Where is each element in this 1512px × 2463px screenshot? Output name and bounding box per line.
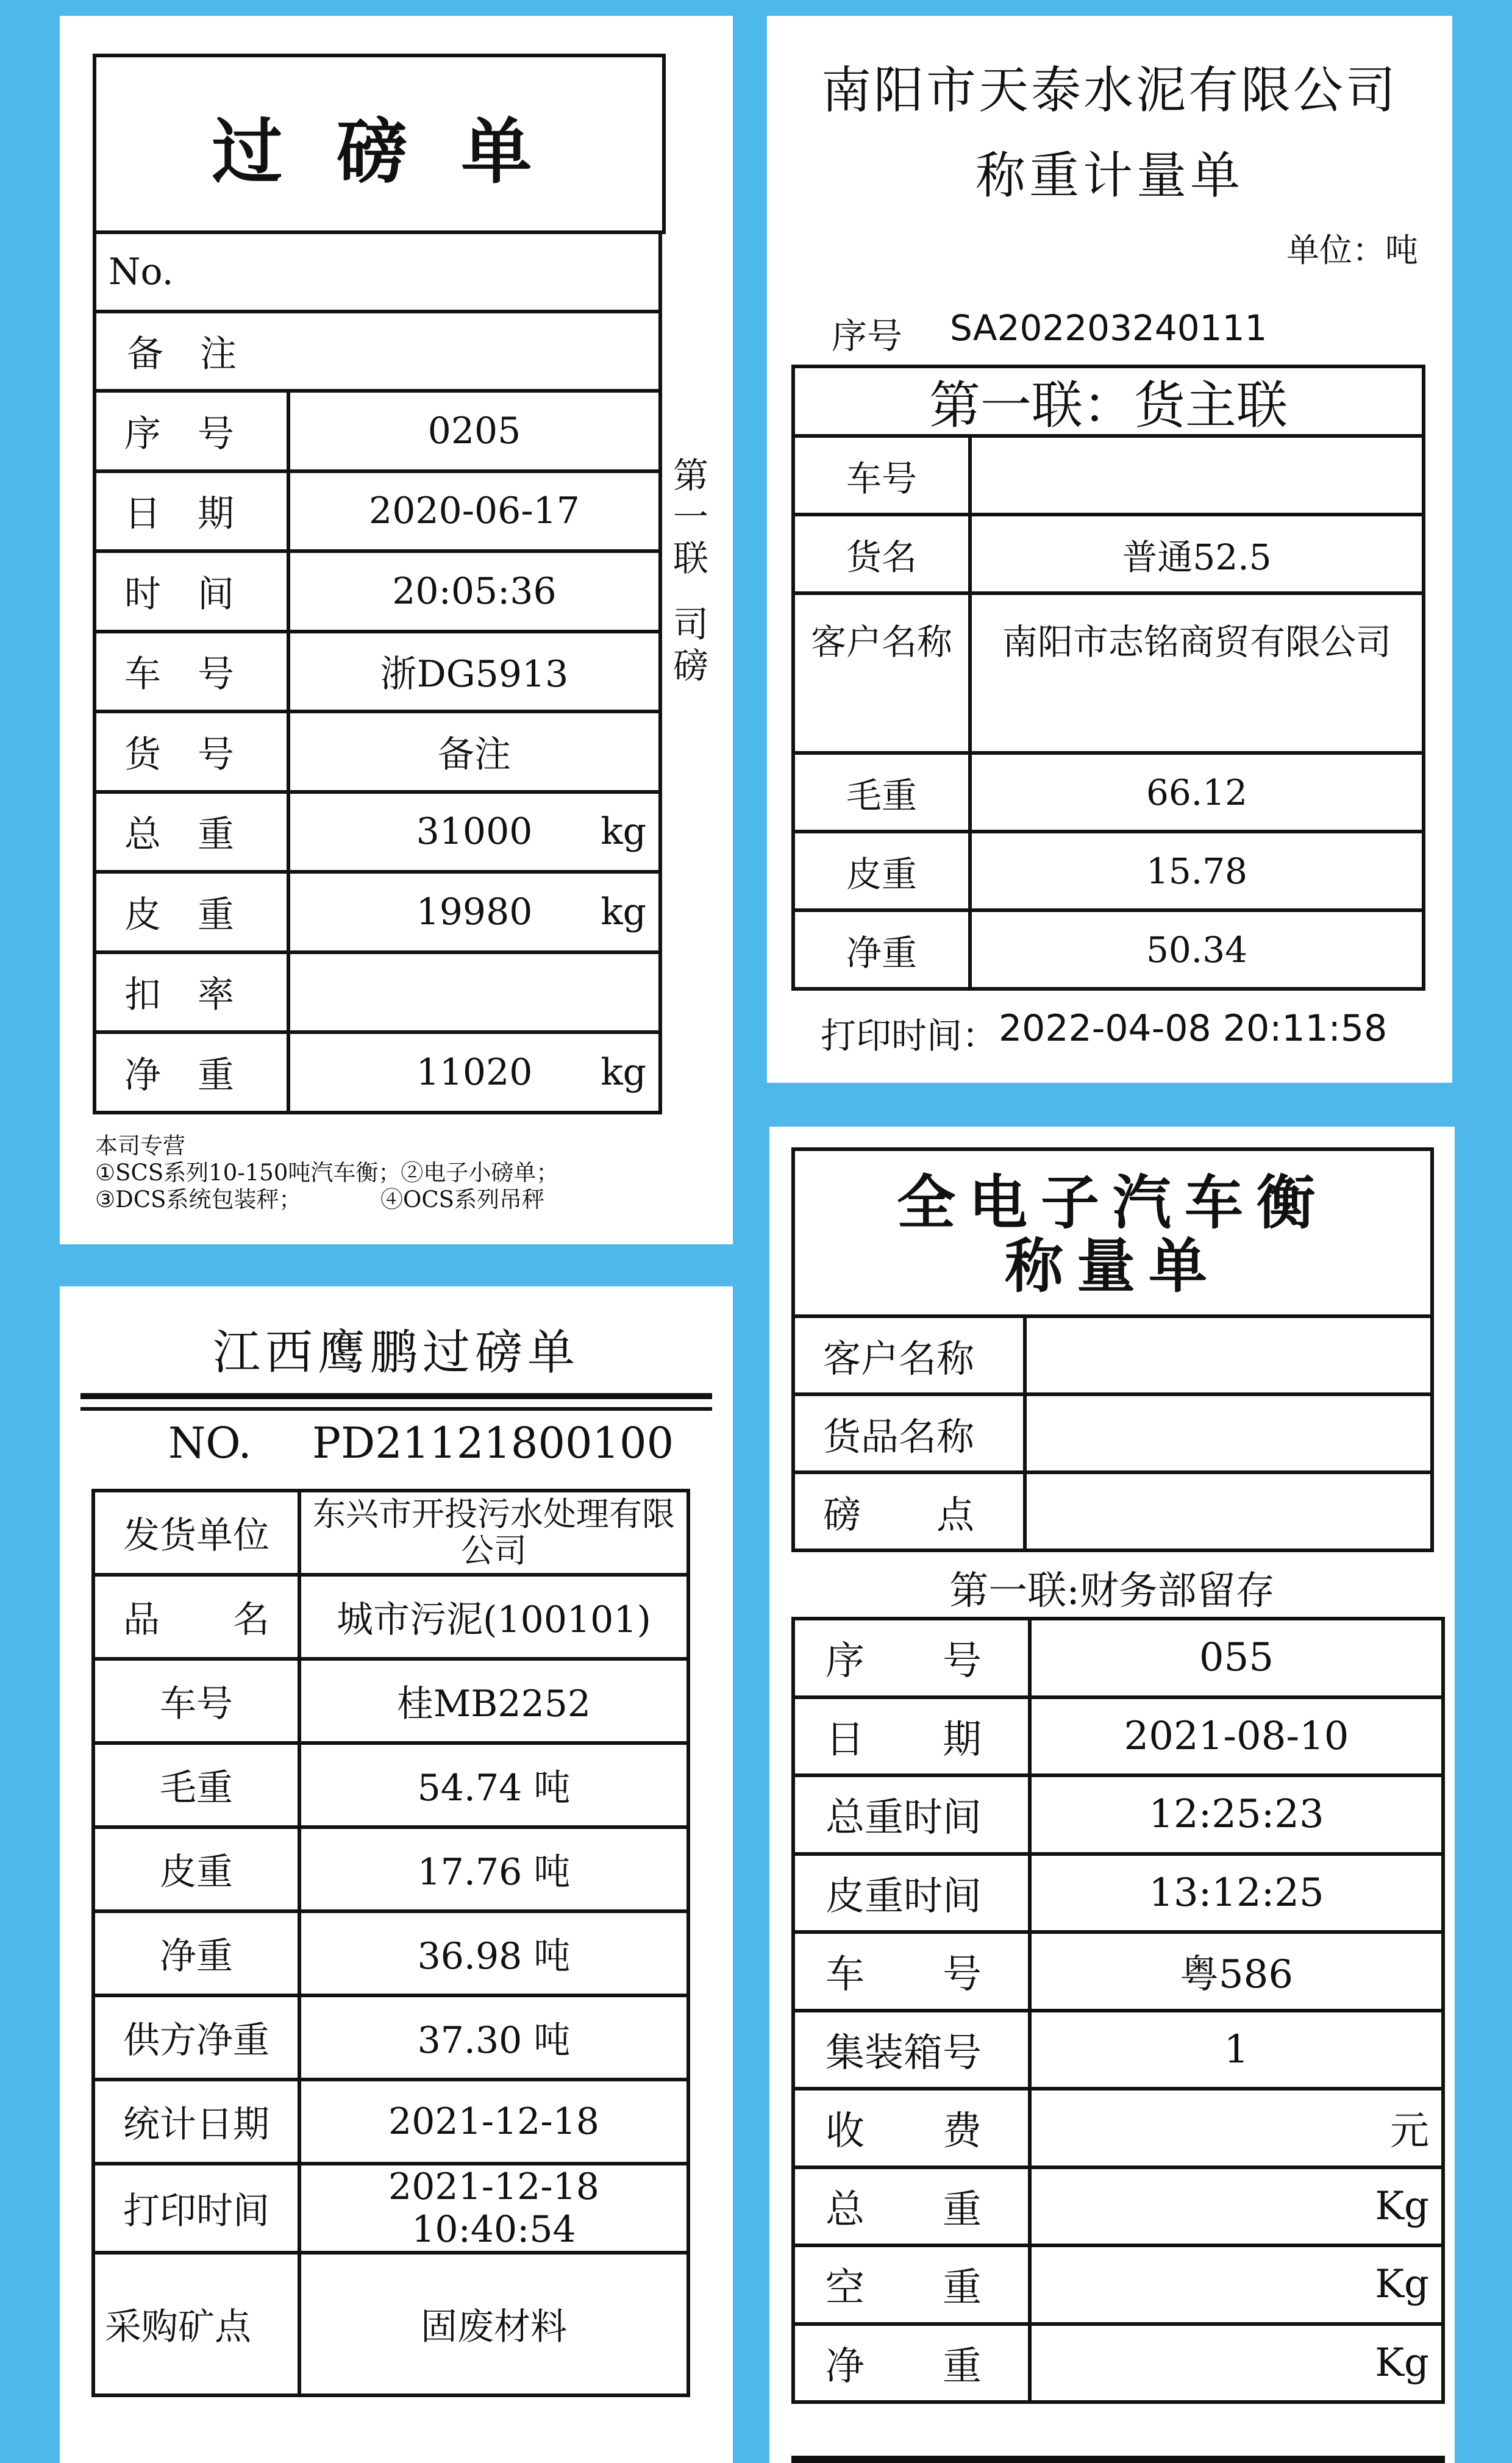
field-label: 日 期 [94,471,288,552]
table-row [793,1472,1432,1550]
side-note-char: 联 [672,538,708,579]
table-row [93,1659,688,1743]
serial-value: SA202203240111 [950,307,1268,349]
field-value-text: 055 [1199,1635,1274,1681]
ticket-1-footer [95,1133,729,1213]
field-value-text: 0205 [427,409,521,452]
field-label: 货品名称 [793,1394,1025,1472]
copy-label: 第一联：货主联 [791,365,1425,438]
field-value-text: 13:12:25 [1149,1870,1324,1916]
table-row [94,952,660,1033]
table-row [793,753,1424,832]
field-value [1025,1394,1432,1472]
table-row [793,832,1424,910]
ticket-4-title [791,1147,1434,1318]
field-value [1030,1854,1443,1933]
table-row [93,1491,688,1575]
field-label: 车 号 [94,632,288,712]
table-row [93,2164,688,2253]
table-row [793,1775,1443,1854]
field-value-text: 粤586 [1179,1952,1294,1998]
field-label: 客户名称 [793,1316,1025,1394]
field-value [1030,1932,1443,2011]
ticket-4-table [791,1617,1445,2404]
ticket-4-panel [769,1127,1455,2463]
table-row [793,2167,1443,2246]
field-value [1030,2167,1443,2246]
print-time-value: 2022-04-08 20:11:58 [999,1007,1388,1050]
field-value-text: 浙DG5913 [380,653,569,696]
field-value-text: 31000 [416,810,533,854]
side-note-char [669,579,712,604]
table-row [793,1932,1443,2011]
field-label: 毛重 [793,753,970,832]
ticket-1-table [93,230,662,1114]
table-row [93,2253,688,2395]
table-row [94,1032,660,1113]
field-label: 车 号 [793,1932,1030,2011]
unit-label: kg [601,890,646,933]
side-note-char: 司 [672,604,708,645]
side-note-char: 一 [672,496,708,538]
table-row [94,711,660,792]
field-label: 时 间 [94,551,288,632]
field-label: 打印时间 [93,2164,299,2253]
ticket-3-table [91,1489,690,2397]
field-value [288,952,660,1033]
field-label: 车号 [93,1659,299,1743]
field-value [1030,2245,1443,2324]
table-row [93,1827,688,1911]
field-value [1030,1619,1443,1697]
table-row [94,551,660,632]
field-value: 17.76 吨 [417,1851,571,1894]
field-value-text: 20:05:36 [392,569,557,613]
ticket-2-title: 称重计量单 [975,146,1244,205]
table-row [94,792,660,872]
table-row [793,910,1424,989]
title-line: 称量单 [1005,1232,1221,1300]
field-label: 净 重 [94,1032,288,1113]
field-value [1030,1775,1443,1854]
copy-label: 第一联:财务部留存 [949,1569,1275,1614]
ticket-1-no-label: No. [109,251,174,293]
field-label: 品 名 [93,1575,299,1659]
field-value [1025,1472,1432,1550]
unit-label: kg [601,1050,646,1094]
field-value [1025,1316,1432,1394]
table-row [793,2089,1443,2167]
field-value [970,436,1424,515]
table-row [94,471,660,552]
table-row [93,2080,688,2164]
field-value: 普通52.5 [1122,536,1272,578]
ticket-3-panel [60,1286,733,2463]
field-value: 50.34 [1146,929,1248,971]
field-label: 供方净重 [93,1995,299,2080]
unit-label: Kg [1375,2262,1429,2308]
unit-label: Kg [1375,2183,1429,2229]
print-time-label: 打印时间： [821,1015,998,1057]
side-note-char: 第 [672,455,708,496]
table-row [793,1394,1432,1472]
side-note-char: 磅 [672,645,708,686]
field-value: 东兴市开投污水处理有限公司 [313,1495,675,1570]
title-line: 全电子汽车衡 [897,1168,1328,1237]
field-label: 皮重 [93,1827,299,1911]
bottom-rule [791,2456,1445,2463]
unit-label: kg [601,810,646,854]
ticket-1-remark-label: 备 注 [127,333,237,376]
field-value: 36.98 吨 [417,1935,571,1978]
field-label: 序 号 [94,391,288,471]
field-value: 城市污泥(100101) [337,1599,651,1641]
field-value-text: 备注 [438,733,511,776]
field-value: 66.12 [1146,771,1248,813]
field-value-text: 12:25:23 [1149,1792,1324,1837]
field-value-text: 19980 [416,890,533,933]
field-label: 皮重时间 [793,1854,1030,1933]
field-value: 2021-12-18 10:40:54 [388,2165,599,2251]
table-row [793,515,1424,593]
table-row [793,2245,1443,2324]
footer-line: 本司专营 [95,1133,185,1159]
table-row [793,1316,1432,1394]
table-row [793,1619,1443,1697]
field-label: 毛重 [93,1743,299,1827]
field-value: 南阳市志铭商贸有限公司 [1002,621,1391,663]
ticket-1-panel [60,16,733,1244]
field-label: 总 重 [94,792,288,872]
ticket-2-panel [767,16,1452,1083]
field-label: 日 期 [793,1697,1030,1776]
field-label: 净重 [93,1911,299,1995]
unit-label: Kg [1375,2340,1429,2386]
field-value-text: 1 [1224,2026,1249,2072]
title-divider [80,1393,712,1399]
field-value: 固废材料 [421,2306,567,2348]
company-name: 南阳市天泰水泥有限公司 [821,61,1398,119]
field-value [288,632,660,712]
field-label: 扣 率 [94,952,288,1033]
field-label: 集装箱号 [793,2011,1030,2089]
table-row [93,1743,688,1827]
table-row [94,632,660,712]
table-row [94,872,660,952]
field-value [1030,1697,1443,1776]
field-label: 净 重 [793,2324,1030,2403]
table-row [93,1911,688,1995]
field-value [1030,2011,1443,2089]
field-value [288,711,660,792]
table-row [793,436,1424,515]
field-label: 发货单位 [93,1491,299,1575]
table-row [793,593,1424,753]
field-value-text: 2020-06-17 [369,490,580,533]
table-row [793,1854,1443,1933]
field-label: 货 号 [94,711,288,792]
field-value [288,471,660,552]
field-value [288,551,660,632]
field-value: 2021-12-18 [388,2100,599,2143]
field-value [1030,2089,1443,2167]
field-value [288,872,660,952]
field-value: 37.30 吨 [417,2019,571,2062]
field-label: 货名 [793,515,970,593]
serial-label: 序号 [832,315,903,357]
field-label: 客户名称 [793,593,970,753]
field-value [288,391,660,471]
field-value [288,1032,660,1113]
field-label: 统计日期 [93,2080,299,2164]
table-row [793,1697,1443,1776]
table-row [793,2324,1443,2403]
unit-note: 单位：吨 [1286,231,1418,269]
field-value [1030,2324,1443,2403]
table-row [94,391,660,471]
unit-label: 元 [1390,2109,1429,2155]
field-label: 皮重 [793,832,970,910]
table-row [93,1575,688,1659]
ticket-1-side-note [669,455,712,686]
field-label: 皮 重 [94,872,288,952]
field-label: 收 费 [793,2089,1030,2167]
field-label: 净重 [793,910,970,989]
ticket-3-title: 江西鹰鹏过磅单 [212,1325,580,1380]
footer-line: ①SCS系列10-150吨汽车衡；②电子小磅单； [95,1160,559,1186]
ticket-2-table [791,434,1425,991]
field-label: 总 重 [793,2167,1030,2246]
field-label: 序 号 [793,1619,1030,1697]
field-label: 空 重 [793,2245,1030,2324]
field-value: 15.78 [1146,850,1248,892]
field-value-text: 2021-08-10 [1124,1713,1349,1759]
field-value: 桂MB2252 [396,1683,591,1725]
ticket-1-title: 过 磅 单 [93,54,666,234]
field-label: 采购矿点 [93,2253,299,2395]
no-label: NO. [168,1418,252,1468]
table-row [93,1995,688,2080]
ticket-4-top-table [791,1314,1434,1552]
field-label: 总重时间 [793,1775,1030,1854]
field-value: 54.74 吨 [417,1767,571,1809]
footer-line: ③DCS系统包装秤； ④OCS系列吊秤 [95,1186,544,1213]
table-row [793,2011,1443,2089]
field-label: 磅 点 [793,1472,1025,1550]
field-value [288,792,660,872]
no-value: PD21121800100 [312,1418,674,1468]
field-label: 车号 [793,436,970,515]
field-value-text: 11020 [416,1050,533,1094]
